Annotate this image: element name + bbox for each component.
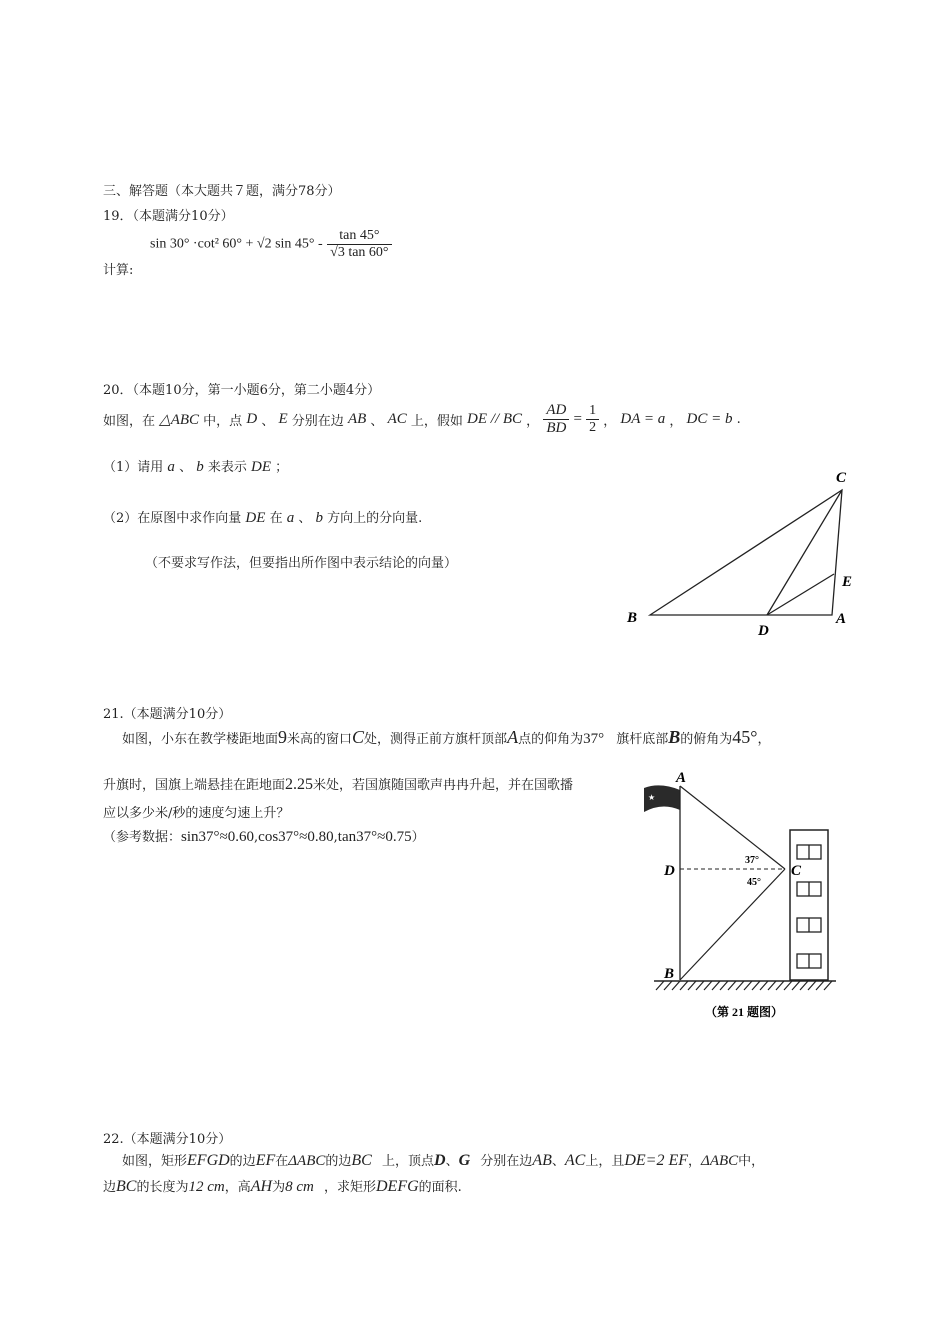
q22-l1-h: 、	[551, 1154, 565, 1169]
q22-l2-ah: AH	[250, 1178, 273, 1195]
q20-triangle-figure	[620, 462, 870, 642]
q20-eq: =	[573, 411, 582, 427]
line-bc	[680, 869, 785, 980]
q20-point-d: D	[246, 411, 258, 427]
q20-part2-b: 在	[269, 511, 283, 526]
q20-part1-c: 来表示	[207, 460, 247, 475]
triangle-abc	[650, 490, 842, 615]
q22-l2-bc: BC	[116, 1178, 137, 1195]
q22-l1-tri: ΔABC	[288, 1153, 326, 1169]
q20-comma2: ，	[603, 414, 617, 429]
q20-part2-d: 方向上的分向量.	[327, 511, 423, 526]
flag-star-icon: ★	[648, 793, 656, 802]
q22-l2-d: 为	[272, 1180, 286, 1195]
q20-part2-va: a	[286, 510, 295, 526]
q20-part2-c: 、	[298, 511, 312, 526]
label-c: C	[836, 470, 847, 486]
q20-part2	[103, 507, 422, 527]
label-d: D	[758, 623, 769, 639]
q21-ref-tan: tan37°≈0.75	[337, 829, 412, 845]
q20-part2-vb: b	[315, 510, 324, 526]
q22-l1-e: 上，顶点	[382, 1154, 435, 1169]
q22-l1-c: 在	[275, 1154, 289, 1169]
q20-stem-a: 如图，在	[103, 414, 156, 429]
q22-l1-ef: EF	[255, 1152, 276, 1169]
q22-l1-G: G	[458, 1152, 471, 1169]
q20-da: DA = a	[620, 411, 666, 427]
q21-l1-a: 如图，小东在教学楼距地面	[122, 732, 279, 747]
q20-half-den: 2	[589, 420, 597, 435]
q22-l1-AC: AC	[564, 1152, 586, 1169]
q22-l2-defg: DEFG	[376, 1178, 419, 1195]
q21-ref-sin: sin37°≈0.60	[181, 829, 255, 845]
q20-header: 20．（本题10分，第一小题6分，第二小题4分）	[103, 383, 381, 398]
q21-line1	[122, 727, 770, 748]
q19-prefix: 计算:	[103, 263, 134, 278]
q21-ref-a: （参考数据：	[103, 830, 182, 845]
q20-stem-b: 中，点	[203, 414, 243, 429]
q19-fraction	[327, 228, 391, 261]
q22-l1-tri2: ΔABC	[701, 1153, 739, 1169]
q21-line2	[103, 774, 573, 794]
q20-part2-de: DE	[245, 510, 266, 526]
q20-side-ac: AC	[387, 411, 407, 427]
q22-l2-c: ，高	[224, 1180, 251, 1195]
q22-l2-b: 的长度为	[136, 1180, 189, 1195]
q20-ratio	[543, 402, 569, 437]
label-a: A	[836, 611, 847, 627]
q21-l1-h: ，	[757, 732, 771, 747]
q22-l1-f: 、	[445, 1154, 459, 1169]
q21-ref-end: ）	[411, 830, 425, 845]
q21-l1-45: 45°	[732, 727, 758, 747]
q22-l1-d: 的边	[325, 1154, 352, 1169]
q20-part1-vb: b	[196, 459, 204, 475]
q22-l1-g: 分别在边	[480, 1154, 533, 1169]
q21-l1-d: 处，测得正前方旗杆顶部	[364, 732, 508, 747]
q21-l2-v: 2.25	[285, 776, 314, 793]
q21-header: 21.（本题满分10分）	[103, 707, 232, 722]
q20-stem	[103, 402, 741, 437]
q21-flagpole-figure	[640, 768, 860, 1028]
q20-half	[586, 403, 599, 436]
q20-dc: DC = b	[686, 411, 733, 427]
q22-l2-12: 12 cm	[188, 1179, 225, 1195]
q22-line1	[122, 1150, 764, 1170]
q19-expression	[150, 228, 392, 261]
q20-period: .	[736, 412, 741, 427]
q22-l1-i: 上，且	[585, 1154, 625, 1169]
fig21-angle-45: 45°	[747, 877, 761, 888]
line-ac	[680, 786, 785, 869]
q20-side-ab: AB	[347, 411, 367, 427]
q20-ratio-num: AD	[543, 402, 569, 420]
q20-stem-d2: 分别在边	[291, 414, 344, 429]
q21-ref-cos: cos37°≈0.80	[258, 829, 334, 845]
q21-l1-9: 9	[278, 727, 288, 747]
q21-l1-e: 点的仰角为	[518, 732, 584, 747]
q19-expr-left: sin 30° ·cot² 60° + √2 sin 45° -	[150, 236, 323, 252]
q20-comma3: ，	[669, 414, 683, 429]
q22-l1-AB: AB	[532, 1152, 552, 1169]
q20-part1-de: DE	[251, 459, 272, 475]
q21-l1-f: 旗杆底部	[616, 732, 669, 747]
q22-l2-e: ，求矩形	[323, 1180, 376, 1195]
q20-ratio-den: BD	[546, 420, 567, 436]
q21-ref-sep2: ,	[333, 830, 338, 845]
q21-l1-c: C	[352, 727, 365, 747]
q21-l1-A: A	[507, 727, 519, 747]
q22-l1-b: 的边	[229, 1154, 256, 1169]
q22-l2-f: 的面积.	[418, 1180, 462, 1195]
q21-l1-g: 的俯角为	[680, 732, 733, 747]
q22-l1-k: 中，	[738, 1154, 765, 1169]
q22-l1-rel: DE=2 EF	[624, 1152, 689, 1169]
ground-hatching	[656, 981, 832, 990]
q21-l1-B: B	[668, 727, 681, 747]
fig21-label-d: D	[664, 863, 675, 879]
fig21-label-a: A	[676, 770, 687, 786]
fig21-caption: （第 21 题图）	[705, 1005, 784, 1019]
q21-reference	[103, 826, 425, 846]
q20-triangle: △ABC	[159, 412, 200, 428]
segment-dc	[767, 490, 842, 615]
q20-comma: ，	[526, 414, 540, 429]
q19-header: 19．（本题满分10分）	[103, 209, 234, 224]
q22-l1-D: D	[434, 1152, 446, 1169]
q22-l1-j: ，	[688, 1154, 702, 1169]
q21-l1-37: 37°	[583, 731, 605, 747]
q22-l1-efgd: EFGD	[187, 1152, 230, 1169]
q20-part1-d: ；	[275, 460, 289, 475]
q19-frac-num: tan 45°	[327, 228, 391, 245]
fig21-angle-37: 37°	[745, 855, 759, 866]
q22-l1-a: 如图，矩形	[122, 1154, 188, 1169]
q20-parallel: DE // BC	[467, 411, 523, 427]
segment-de	[767, 574, 834, 615]
q22-l1-bc: BC	[351, 1152, 372, 1169]
q21-line3: 应以多少米/秒的速度匀速上升？	[103, 806, 290, 821]
q20-part1	[103, 456, 288, 476]
q20-part1-va: a	[167, 459, 175, 475]
fig21-label-b: B	[664, 966, 675, 982]
q20-part1-b: 、	[179, 460, 193, 475]
q21-l2-b: 米处，若国旗随国歌声冉冉升起，并在国歌播	[313, 778, 574, 793]
label-e: E	[842, 574, 853, 590]
q20-stem-f: 上，假如	[410, 414, 463, 429]
q20-part2-a: （2）在原图中求作向量	[103, 511, 242, 526]
section-title: 三、解答题（本大题共７题，满分78分）	[103, 184, 341, 199]
q20-half-num: 1	[586, 403, 599, 420]
q22-l2-a: 边	[103, 1180, 117, 1195]
q21-l2-a: 升旗时，国旗上端悬挂在距地面	[103, 778, 286, 793]
q20-sep: 、	[261, 414, 275, 429]
label-b: B	[627, 610, 638, 626]
q20-point-e: E	[278, 411, 288, 427]
q19-frac-den: √3 tan 60°	[330, 245, 389, 260]
fig21-label-c: C	[791, 863, 802, 879]
q22-header: 22.（本题满分10分）	[103, 1132, 232, 1147]
q22-line2	[103, 1176, 462, 1196]
q20-note: （不要求写作法，但要指出所作图中表示结论的向量）	[145, 556, 458, 571]
q21-l1-b: 米高的窗口	[287, 732, 353, 747]
q22-l2-8: 8 cm	[285, 1179, 314, 1195]
q20-part1-a: （1）请用	[103, 460, 164, 475]
q21-ref-sep1: ,	[254, 830, 259, 845]
q20-sep2: 、	[370, 414, 384, 429]
